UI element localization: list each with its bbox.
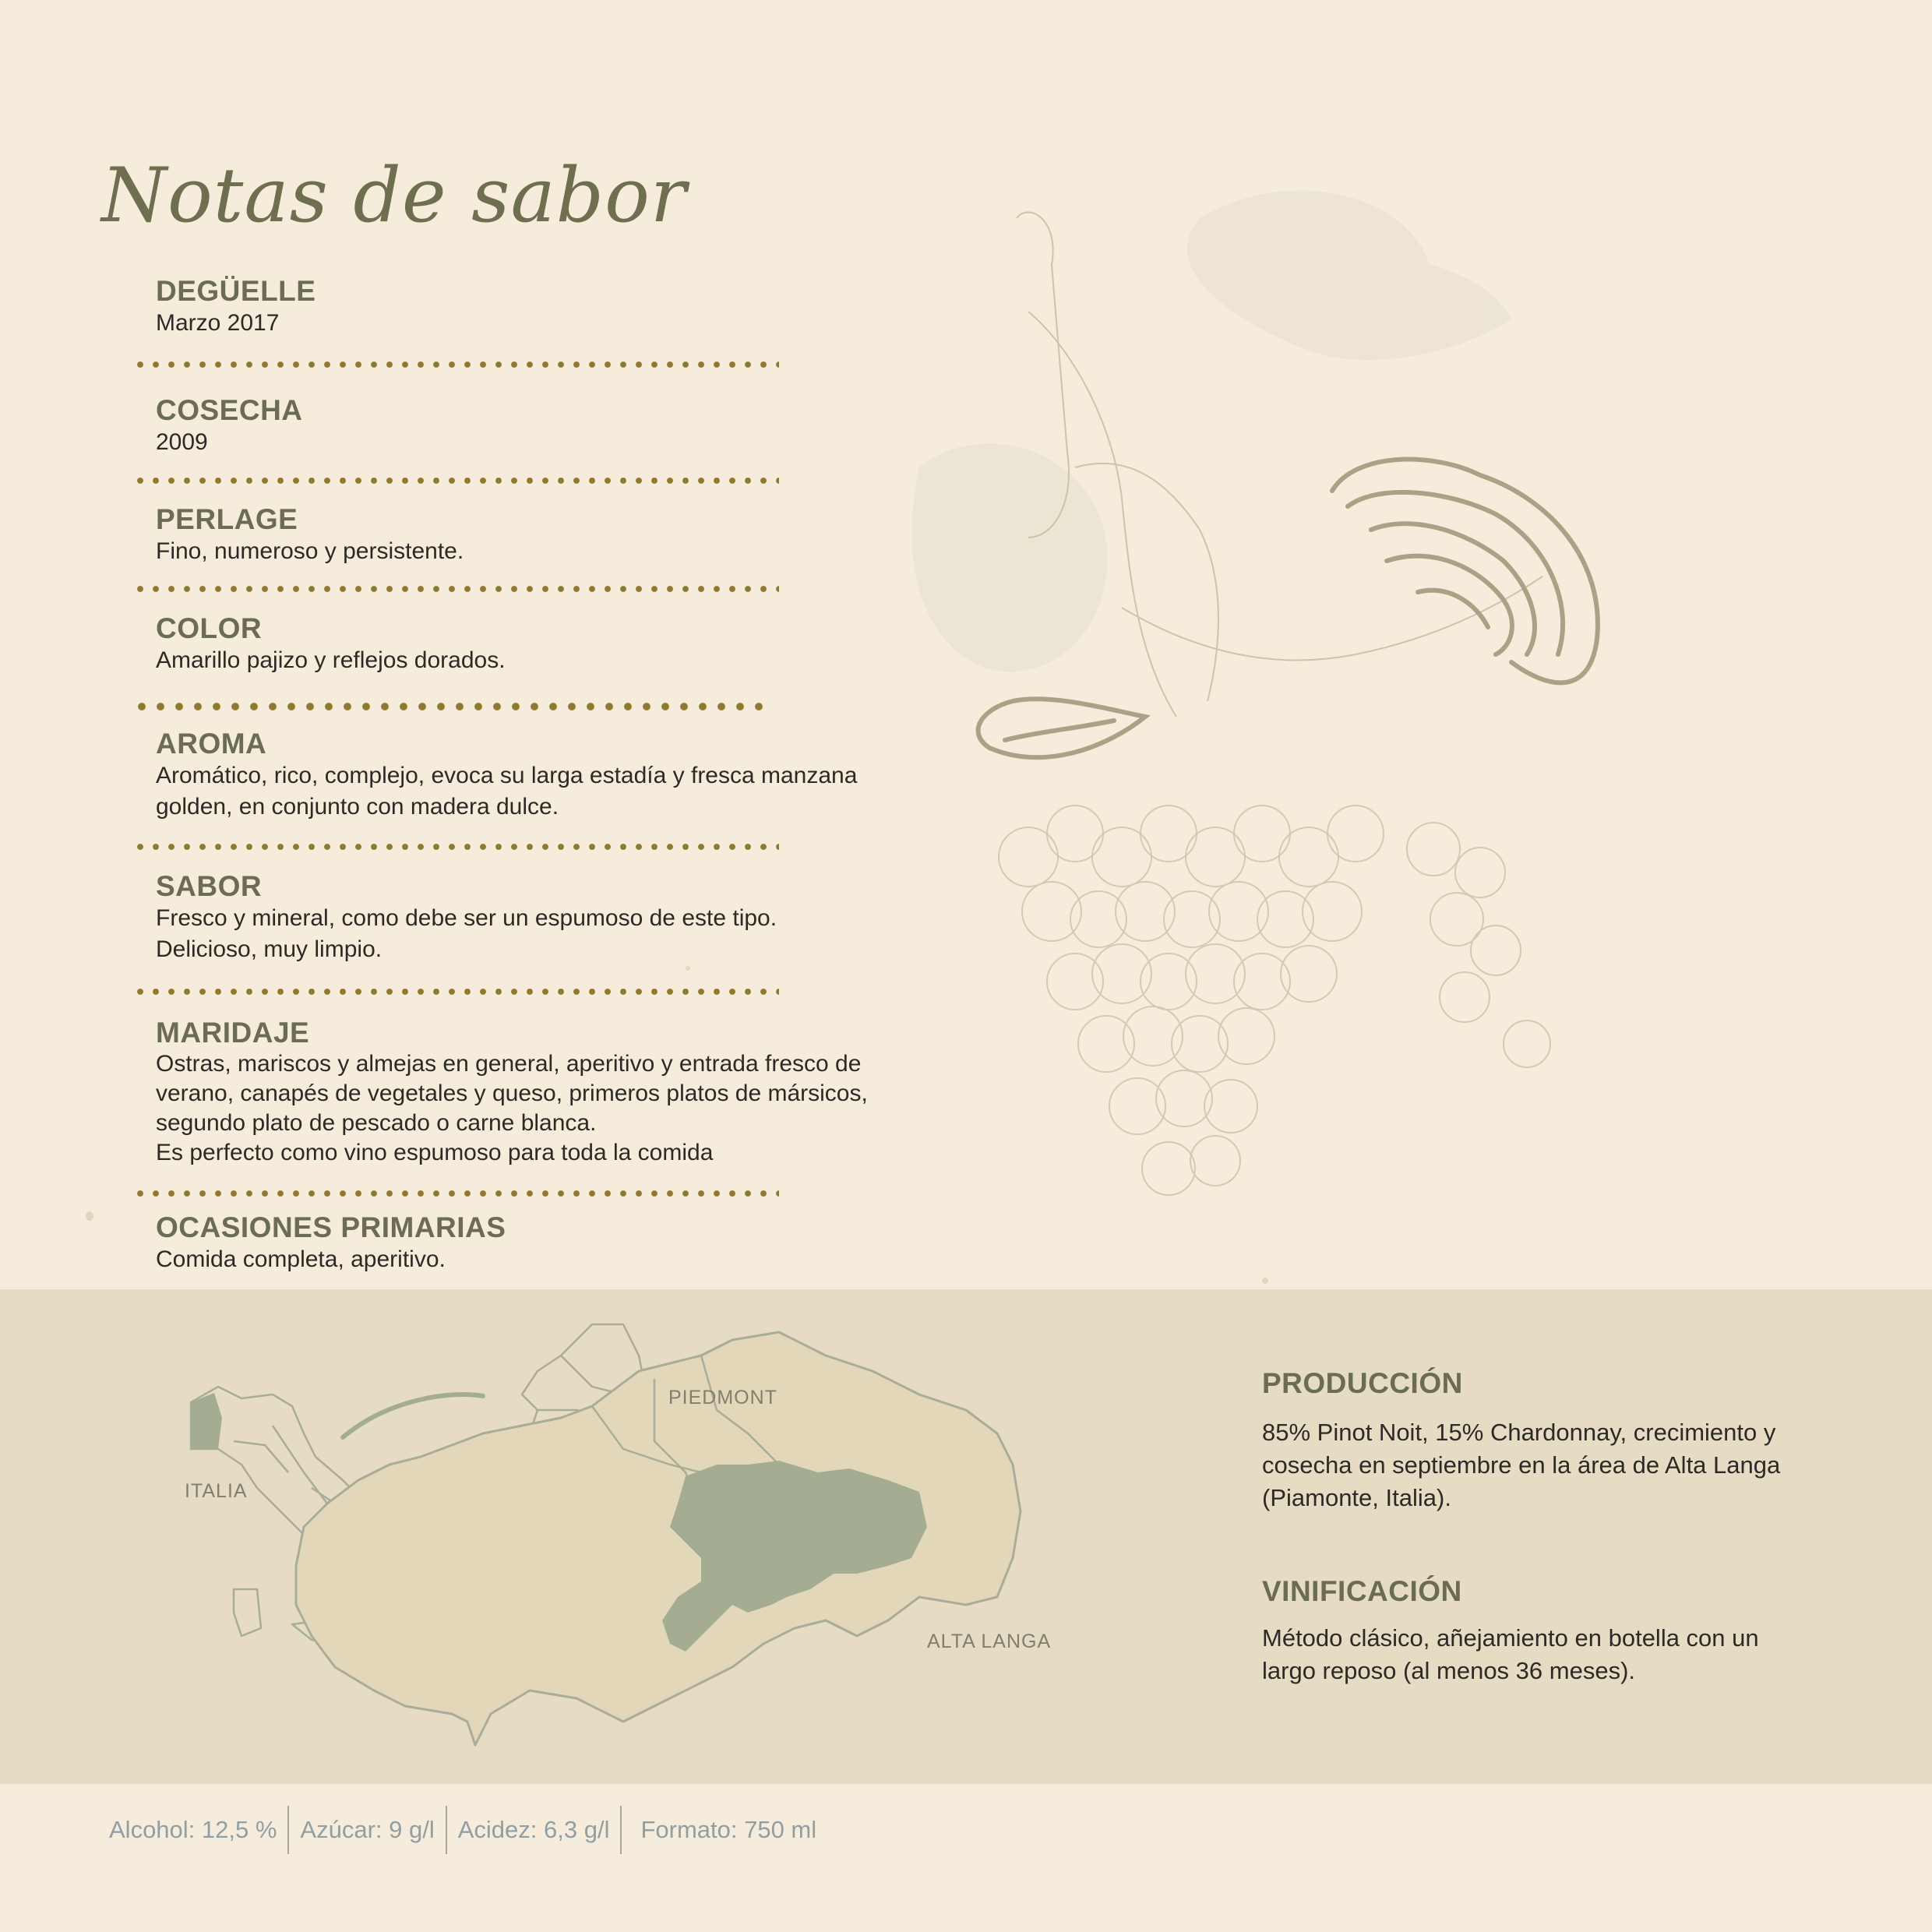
- note-aroma: [156, 728, 935, 823]
- note-label: COLOR: [156, 612, 263, 644]
- note-label: COSECHA: [156, 394, 303, 426]
- note-perlage: [156, 503, 935, 567]
- note-value: Aromático, rico, complejo, evoca su larga estadía y fresca manzana golden, en conjunto con madera dulce.: [156, 763, 858, 820]
- vinificacion-heading: VINIFICACIÓN: [1262, 1575, 1462, 1607]
- note-cosecha: [156, 394, 935, 458]
- spec-acidez: Acidez: 6,3 g/l: [457, 1816, 610, 1843]
- note-label: SABOR: [156, 870, 263, 902]
- note-maridaje: [156, 1017, 935, 1168]
- italy-label: ITALIA: [185, 1480, 248, 1502]
- dotted-divider: [132, 583, 779, 595]
- spec-azucar: Azúcar: 9 g/l: [300, 1816, 435, 1843]
- spec-formato: Formato: 750 ml: [640, 1816, 817, 1843]
- produccion-heading: PRODUCCIÓN: [1262, 1367, 1463, 1399]
- note-deguelle: [156, 275, 935, 339]
- note-value: Marzo 2017: [156, 310, 280, 336]
- paper-speck: [86, 1211, 93, 1221]
- note-value: 2009: [156, 429, 208, 455]
- note-value: Fino, numeroso y persistente.: [156, 538, 464, 564]
- note-label: AROMA: [156, 728, 267, 760]
- dotted-divider: [132, 985, 779, 998]
- note-value: Fresco y mineral, como debe ser un espumoso de este tipo. Delicioso, muy limpio.: [156, 905, 777, 962]
- note-value: Comida completa, aperitivo.: [156, 1246, 446, 1272]
- dotted-divider: [132, 699, 763, 714]
- note-color: [156, 612, 935, 676]
- produccion-text: 85% Pinot Noit, 15% Chardonnay, crecimiento y cosecha en septiembre en la área de Alta Langa (Piamonte, Italia).: [1262, 1419, 1781, 1511]
- spec-alcohol: Alcohol: 12,5 %: [109, 1816, 277, 1843]
- note-label: MARIDAJE: [156, 1017, 310, 1049]
- specs-bar: [109, 1806, 827, 1854]
- note-ocasiones-primarias: [156, 1211, 935, 1275]
- paper-speck: [1262, 1278, 1268, 1284]
- piedmont-label: PIEDMONT: [668, 1387, 777, 1408]
- note-value: Amarillo pajizo y reflejos dorados.: [156, 647, 506, 673]
- paper-speck: [686, 966, 690, 971]
- vinificacion-text: Método clásico, añejamiento en botella con un largo reposo (al menos 36 meses).: [1262, 1624, 1759, 1684]
- note-label: OCASIONES PRIMARIAS: [156, 1211, 506, 1243]
- alta-langa-label: ALTA LANGA: [927, 1631, 1052, 1652]
- dotted-divider: [132, 474, 779, 487]
- dotted-divider: [132, 1187, 779, 1200]
- page-title: Notas de sabor: [101, 152, 687, 239]
- note-label: PERLAGE: [156, 503, 298, 535]
- note-value: Ostras, mariscos y almejas en general, aperitivo y entrada fresco de verano, canapés de vegetales y queso, primeros platos de mársicos, segundo plato de pescado o carne blanca. Es perfecto como vino espumoso para toda la comida: [156, 1051, 868, 1165]
- grapes-and-oyster-illustration: [873, 171, 1652, 1278]
- piedmont-highlight-italy: [191, 1393, 222, 1449]
- dotted-divider: [132, 358, 779, 371]
- note-label: DEGÜELLE: [156, 275, 316, 307]
- region-maps: [156, 1309, 1169, 1761]
- note-sabor: [156, 870, 935, 965]
- connector-arc: [343, 1394, 483, 1437]
- dotted-divider: [132, 841, 779, 853]
